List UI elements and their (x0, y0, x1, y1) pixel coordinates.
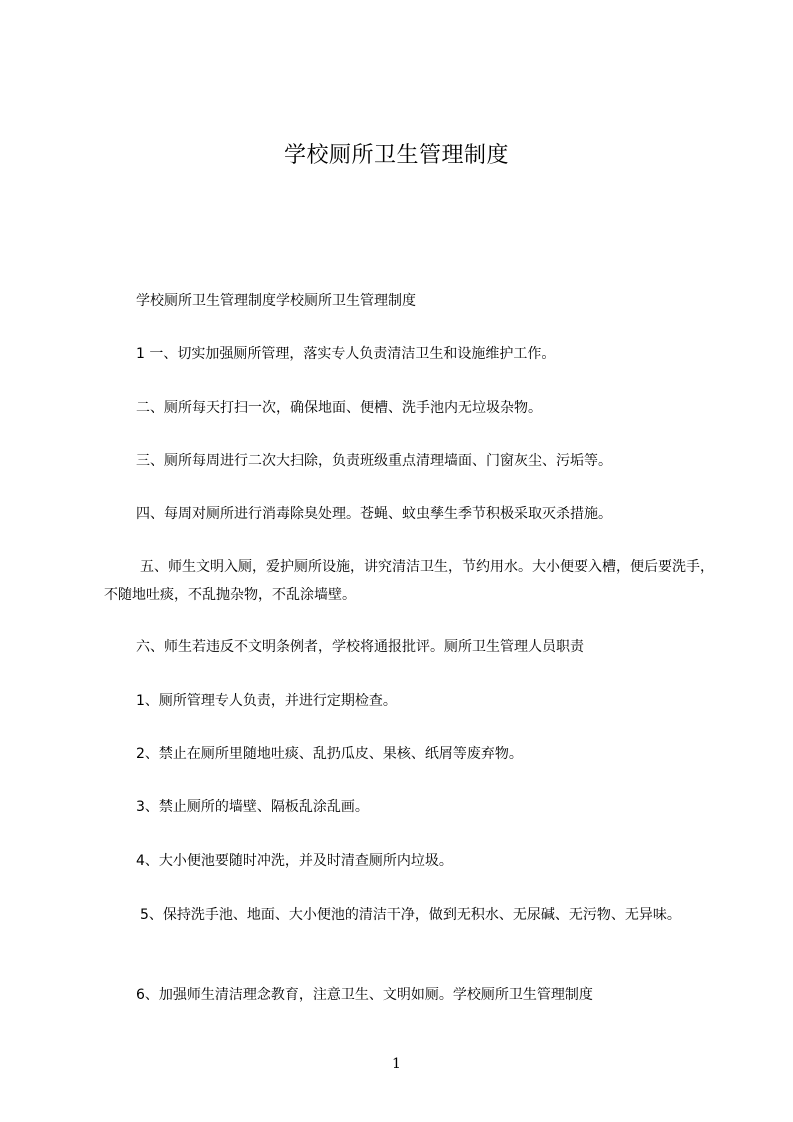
paragraph-duty-6: 6、加强师生清洁理念教育，注意卫生、文明如厕。学校厕所卫生管理制度 (136, 987, 593, 1003)
paragraph-rule-1: 1 一、切实加强厕所管理，落实专人负责清洁卫生和设施维护工作。 (136, 346, 556, 362)
paragraph-duty-5: 5、保持洗手池、地面、大小便池的清洁干净，做到无积水、无尿碱、无污物、无异味。 (140, 907, 681, 923)
paragraph-duty-2: 2、禁止在厕所里随地吐痰、乱扔瓜皮、果核、纸屑等废弃物。 (136, 746, 523, 762)
paragraph-rule-6: 六、师生若违反不文明条例者，学校将通报批评。厕所卫生管理人员职责 (136, 639, 584, 655)
paragraph-rule-2: 二、厕所每天打扫一次，确保地面、便槽、洗手池内无垃圾杂物。 (136, 400, 542, 416)
paragraph-rule-4: 四、每周对厕所进行消毒除臭处理。苍蝇、蚊虫孳生季节积极采取灭杀措施。 (136, 506, 612, 522)
document-title: 学校厕所卫生管理制度 (283, 143, 509, 168)
paragraph-rule-5: 五、师生文明入厕，爱护厕所设施，讲究清洁卫生，节约用水。大小便要入槽，便后要洗手，不随地吐痰，不乱抛杂物，不乱涂墙壁。 (104, 559, 714, 603)
paragraph-duty-3: 3、禁止厕所的墙壁、隔板乱涂乱画。 (136, 799, 369, 815)
paragraph-rule-3: 三、厕所每周进行二次大扫除，负责班级重点清理墙面、门窗灰尘、污垢等。 (136, 453, 612, 469)
paragraph-intro: 学校厕所卫生管理制度学校厕所卫生管理制度 (136, 293, 416, 309)
paragraph-duty-4: 4、大小便池要随时冲洗，并及时清查厕所内垃圾。 (136, 853, 453, 869)
page-number: 1 (392, 1056, 401, 1072)
paragraph-duty-1: 1、厕所管理专人负责，并进行定期检查。 (136, 693, 397, 709)
